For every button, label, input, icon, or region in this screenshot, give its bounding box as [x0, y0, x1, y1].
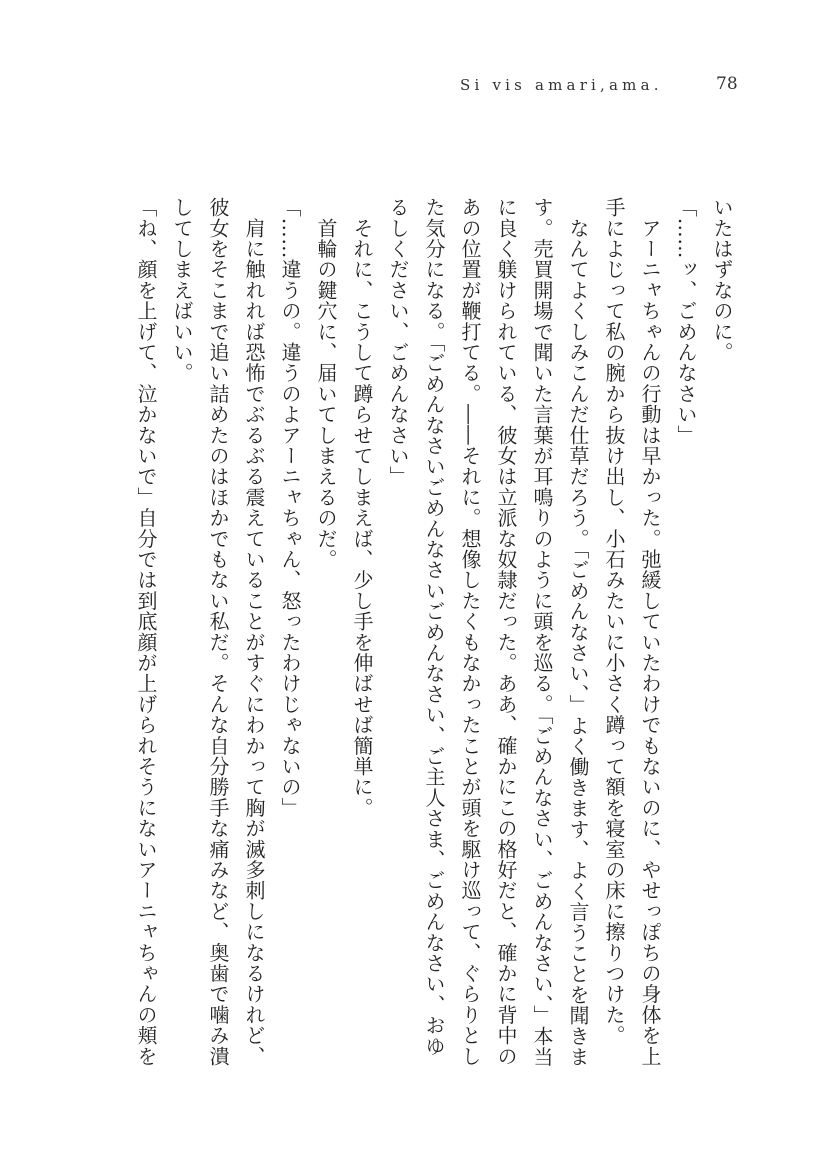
- text-line: いたはずなのに。: [710, 197, 734, 363]
- text-line: 「……違うの。違うのよアーニャちゃん、怒ったわけじゃないの」: [278, 197, 302, 818]
- page-number: 78: [716, 74, 738, 94]
- text-line: してしまえばいい。: [170, 197, 194, 384]
- text-line: 手によじって私の腕から抜け出し、小石みたいに小さく蹲って額を寝室の床に擦りつけた。: [602, 197, 626, 1046]
- running-title: Si vis amari,ama.: [460, 76, 663, 94]
- text-line: 彼女をそこまで追い詰めたのはほかでもない私だ。そんな自分勝手な痛みなど、奥歯で噛み潰: [206, 197, 230, 1067]
- text-line: た気分になる。「ごめんなさいごめんなさいごめんなさい、ご主人さま、ごめんなさい、おゆ: [422, 197, 446, 1057]
- text-line: アーニャちゃんの行動は早かった。弛緩していたわけでもないのに、やせっぽちの身体を上: [638, 197, 662, 1067]
- text-line: るしください、ごめんなさい」: [386, 197, 410, 487]
- text-line: 肩に触れれば恐怖でぶるぶる震えていることがすぐにわかって胸が滅多刺しになるけれど、: [242, 197, 266, 1067]
- text-line: す。売買開場で聞いた言葉が耳鳴りのように頭を巡る。「ごめんなさい、ごめんなさい、」本当: [530, 197, 554, 1068]
- text-line: あの位置が鞭打てる。――それに。想像したくもなかったことが頭を駆け巡って、ぐらりとし: [458, 197, 482, 1067]
- text-line: なんてよくしみこんだ仕草だろう。「ごめんなさい、」よく働きます、よく言うことを聞きま: [566, 197, 590, 1068]
- text-line: それに、こうして蹲らせてしまえば、少し手を伸ばせば簡単に。: [350, 197, 374, 818]
- body-text: [128, 197, 740, 1077]
- text-line: 「……ッ、ごめんなさい」: [674, 197, 698, 446]
- text-line: 首輪の鍵穴に、届いてしまえるのだ。: [314, 197, 338, 570]
- text-line: に良く躾けられている、彼女は立派な奴隷だった。ああ、確かにこの格好だと、確かに背中の: [494, 197, 518, 1067]
- text-line: 「ね、顔を上げて、泣かないで」自分では到底顔が上げられそうにないアーニャちゃんの頬を: [134, 197, 158, 1067]
